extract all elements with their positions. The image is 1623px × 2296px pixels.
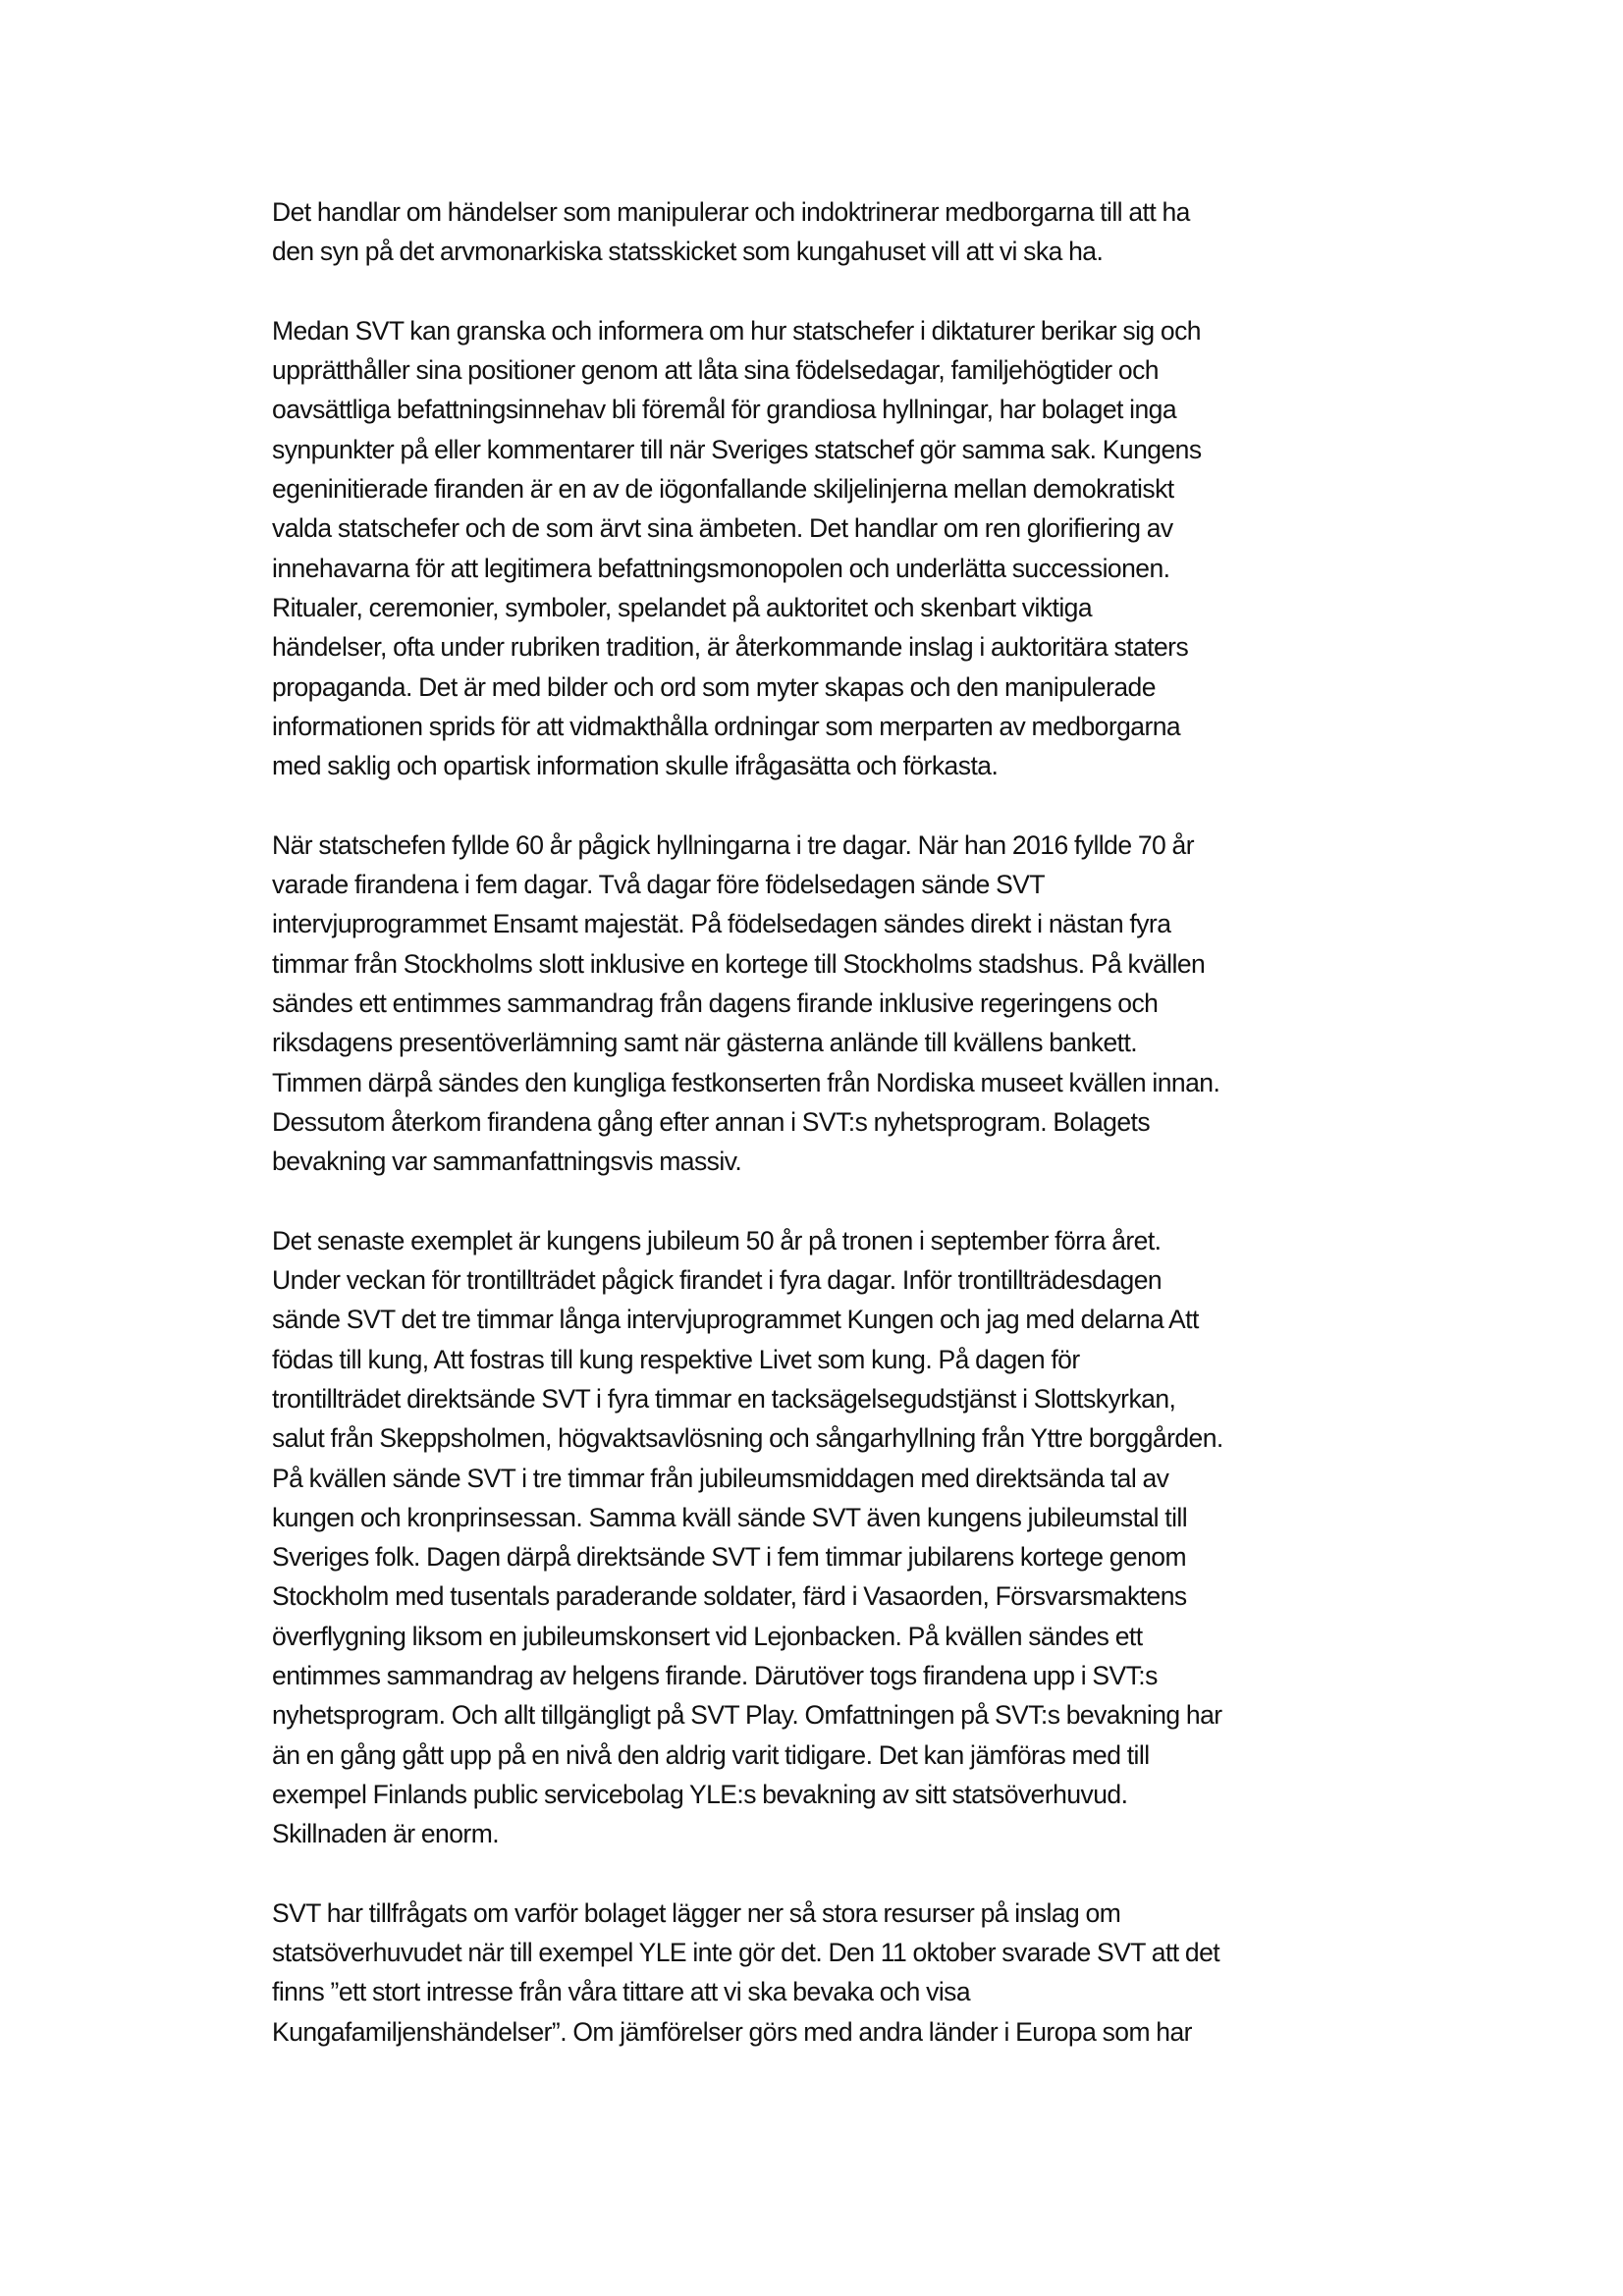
text-line: synpunkter på eller kommentarer till när Sveriges statschef gör samma sak. Kungens <box>272 434 1202 464</box>
text-line: timmar från Stockholms slott inklusive en kortege till Stockholms stadshus. På kvällen <box>272 948 1206 979</box>
text-line: salut från Skeppsholmen, högvaktsavlösning och sångarhyllning från Yttre borggården. <box>272 1423 1223 1454</box>
text-line: Ritualer, ceremonier, symboler, spelandet på auktoritet och skenbart viktiga <box>272 592 1093 622</box>
text-line: Stockholm med tusentals paraderande soldater, färd i Vasaorden, Försvarsmaktens <box>272 1581 1187 1612</box>
text-line: Dessutom återkom firandena gång efter annan i SVT:s nyhetsprogram. Bolagets <box>272 1106 1151 1137</box>
text-line: statsöverhuvudet när till exempel YLE inte gör det. Den 11 oktober svarade SVT att det <box>272 1938 1220 1968</box>
text-line: exempel Finlands public servicebolag YLE:s bevakning av sitt statsöverhuvud. <box>272 1779 1128 1809</box>
text-line: SVT har tillfrågats om varför bolaget lägger ner så stora resurser på inslag om <box>272 1897 1121 1928</box>
text-line: än en gång gått upp på en nivå den aldrig varit tidigare. Det kan jämföras med till <box>272 1739 1150 1770</box>
paragraph-jubilee <box>272 1221 1431 1854</box>
text-line: överflygning liksom en jubileumskonsert vid Lejonbacken. På kvällen sändes ett <box>272 1621 1143 1651</box>
text-line: Timmen därpå sändes den kungliga festkonserten från Nordiska museet kvällen innan. <box>272 1067 1220 1097</box>
text-line: Det handlar om händelser som manipulerar och indoktrinerar medborgarna till att ha <box>272 197 1190 227</box>
text-line: propaganda. Det är med bilder och ord som myter skapas och den manipulerade <box>272 671 1156 702</box>
paragraph-svt-scrutiny <box>272 311 1431 786</box>
text-line: Skillnaden är enorm. <box>272 1819 500 1849</box>
text-line: Kungafamiljenshändelser”. Om jämförelser görs med andra länder i Europa som har <box>272 2016 1192 2047</box>
body-text <box>272 192 1431 2091</box>
text-line: egeninitierade firanden är en av de iögonfallande skiljelinjerna mellan demokratiskt <box>272 474 1174 505</box>
text-line: Det senaste exemplet är kungens jubileum 50 år på tronen i september förra året. <box>272 1225 1162 1255</box>
text-line: födas till kung, Att fostras till kung respektive Livet som kung. På dagen för <box>272 1344 1080 1374</box>
text-line: sände SVT det tre timmar långa intervjuprogrammet Kungen och jag med delarna Att <box>272 1305 1199 1335</box>
text-line: entimmes sammandrag av helgens firande. Därutöver togs firandena upp i SVT:s <box>272 1660 1158 1690</box>
text-line: sändes ett entimmes sammandrag från dagens firande inklusive regeringens och <box>272 988 1159 1018</box>
text-line: När statschefen fyllde 60 år pågick hyllningarna i tre dagar. När han 2016 fyllde 70 år <box>272 829 1194 860</box>
text-line: kungen och kronprinsessan. Samma kväll sände SVT även kungens jubileumstal till <box>272 1502 1188 1532</box>
text-line: den syn på det arvmonarkiska statsskicket som kungahuset vill att vi ska ha. <box>272 237 1104 267</box>
text-line: Sveriges folk. Dagen därpå direktsände SVT i fem timmar jubilarens kortege genom <box>272 1542 1186 1573</box>
text-line: På kvällen sände SVT i tre timmar från jubileumsmiddagen med direktsända tal av <box>272 1463 1169 1493</box>
text-line: riksdagens presentöverlämning samt när gästerna anlände till kvällens bankett. <box>272 1028 1138 1058</box>
text-line: trontillträdet direktsände SVT i fyra timmar en tacksägelsegudstjänst i Slottskyrkan, <box>272 1383 1176 1414</box>
text-line: Medan SVT kan granska och informera om hur statschefer i diktaturer berikar sig och <box>272 315 1201 346</box>
text-line: Under veckan för trontillträdet pågick firandet i fyra dagar. Inför trontillträdesdagen <box>272 1265 1163 1296</box>
text-line: upprätthåller sina positioner genom att låta sina födelsedagar, familjehögtider och <box>272 355 1159 386</box>
text-line: nyhetsprogram. Och allt tillgängligt på SVT Play. Omfattningen på SVT:s bevakning har <box>272 1700 1222 1731</box>
paragraph-svt-response <box>272 1894 1431 2052</box>
text-line: oavsättliga befattningsinnehav bli föremål för grandiosa hyllningar, har bolaget inga <box>272 395 1177 425</box>
text-line: bevakning var sammanfattningsvis massiv. <box>272 1147 742 1177</box>
text-line: valda statschefer och de som ärvt sina ämbeten. Det handlar om ren glorifiering av <box>272 513 1173 544</box>
text-line: innehavarna för att legitimera befattningsmonopolen och underlätta successionen. <box>272 553 1170 583</box>
text-line: varade firandena i fem dagar. Två dagar före födelsedagen sände SVT <box>272 870 1046 900</box>
text-line: intervjuprogrammet Ensamt majestät. På födelsedagen sändes direkt i nästan fyra <box>272 909 1171 939</box>
text-line: finns ”ett stort intresse från våra tittare att vi ska bevaka och visa <box>272 1977 971 2007</box>
paragraph-70th-birthday <box>272 826 1431 1182</box>
paragraph-indoctrination <box>272 192 1431 272</box>
text-line: informationen sprids för att vidmakthålla ordningar som merparten av medborgarna <box>272 711 1181 741</box>
text-line: händelser, ofta under rubriken tradition, är återkommande inslag i auktoritära staters <box>272 632 1189 663</box>
text-line: med saklig och opartisk information skulle ifrågasätta och förkasta. <box>272 751 999 781</box>
